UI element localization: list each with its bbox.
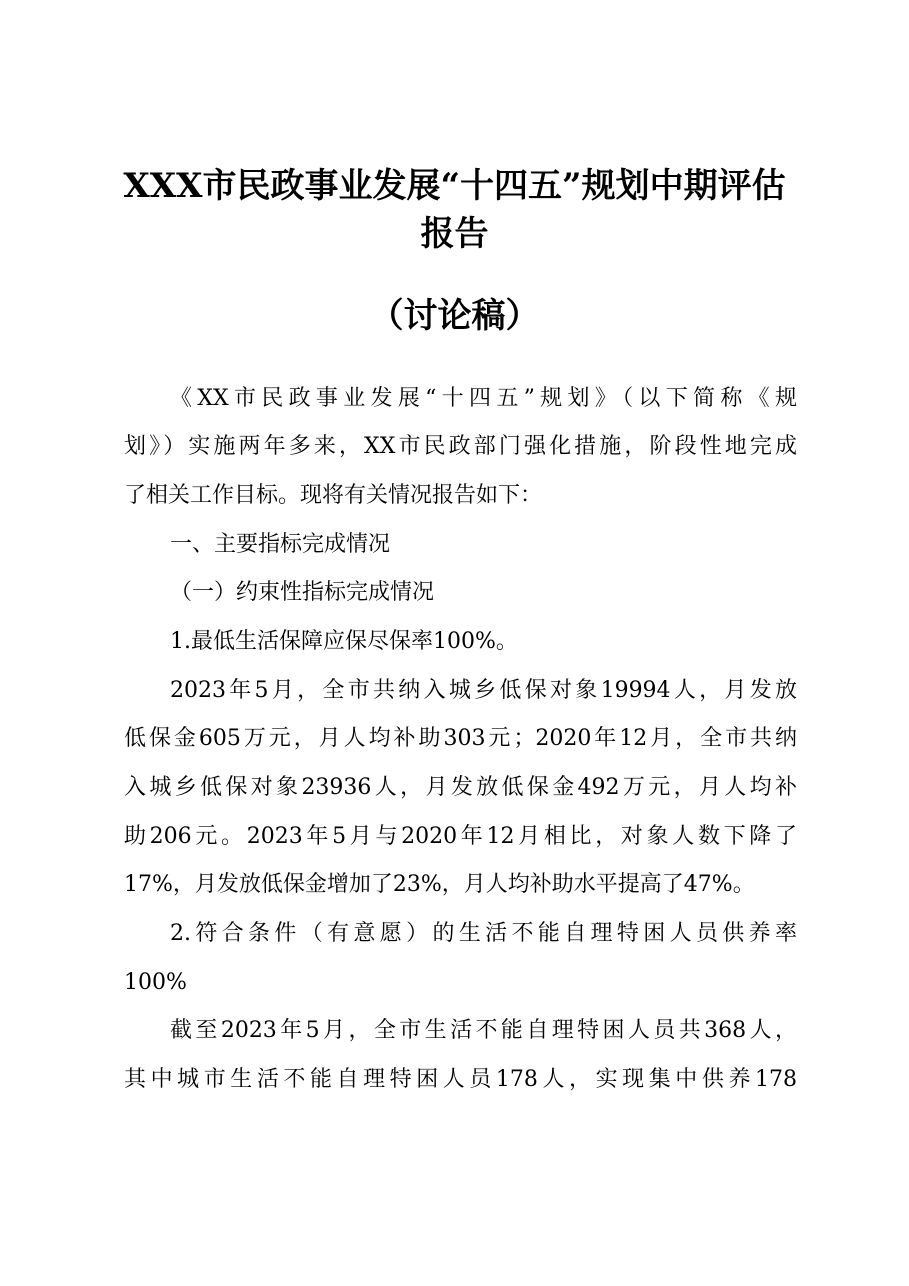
paragraph-1-line-2: 低保金605万元，月人均补助303元；2020年12月，全市共纳 bbox=[124, 726, 797, 751]
paragraph-2-line-2: 其中城市生活不能自理特困人员178人，实现集中供养178 bbox=[124, 1067, 797, 1092]
paragraph-1-line-5: 17%，月发放低保金增加了23%，月人均补助水平提高了47%。 bbox=[124, 872, 755, 897]
document-title-line-2: 报告 bbox=[420, 214, 489, 254]
intro-line-1: 《XX市民政事业发展“十四五”规划》（以下简称《规 bbox=[170, 386, 797, 411]
intro-line-2: 划》）实施两年多来，XX市民政部门强化措施，阶段性地完成 bbox=[124, 434, 797, 459]
document-title-line-1: XXX市民政事业发展“十四五”规划中期评估 bbox=[123, 166, 786, 206]
item-heading-2-line-2: 100% bbox=[124, 970, 187, 995]
paragraph-1-line-4: 助206元。2023年5月与2020年12月相比，对象人数下降了 bbox=[124, 824, 797, 849]
item-heading-2-line-1: 2.符合条件（有意愿）的生活不能自理特困人员供养率 bbox=[170, 921, 797, 946]
subsection-heading-1: （一）约束性指标完成情况 bbox=[170, 580, 435, 605]
document-subtitle: （讨论稿） bbox=[369, 296, 540, 336]
item-heading-1: 1.最低生活保障应保尽保率100%。 bbox=[170, 629, 518, 654]
paragraph-2-line-1: 截至2023年5月，全市生活不能自理特困人员共368人， bbox=[170, 1018, 797, 1043]
paragraph-1-line-1: 2023年5月，全市共纳入城乡低保对象19994人，月发放 bbox=[170, 678, 797, 703]
intro-line-3: 了相关工作目标。现将有关情况报告如下： bbox=[124, 483, 543, 508]
paragraph-1-line-3: 入城乡低保对象23936人，月发放低保金492万元，月人均补 bbox=[124, 775, 797, 800]
section-heading-1: 一、主要指标完成情况 bbox=[170, 532, 391, 557]
